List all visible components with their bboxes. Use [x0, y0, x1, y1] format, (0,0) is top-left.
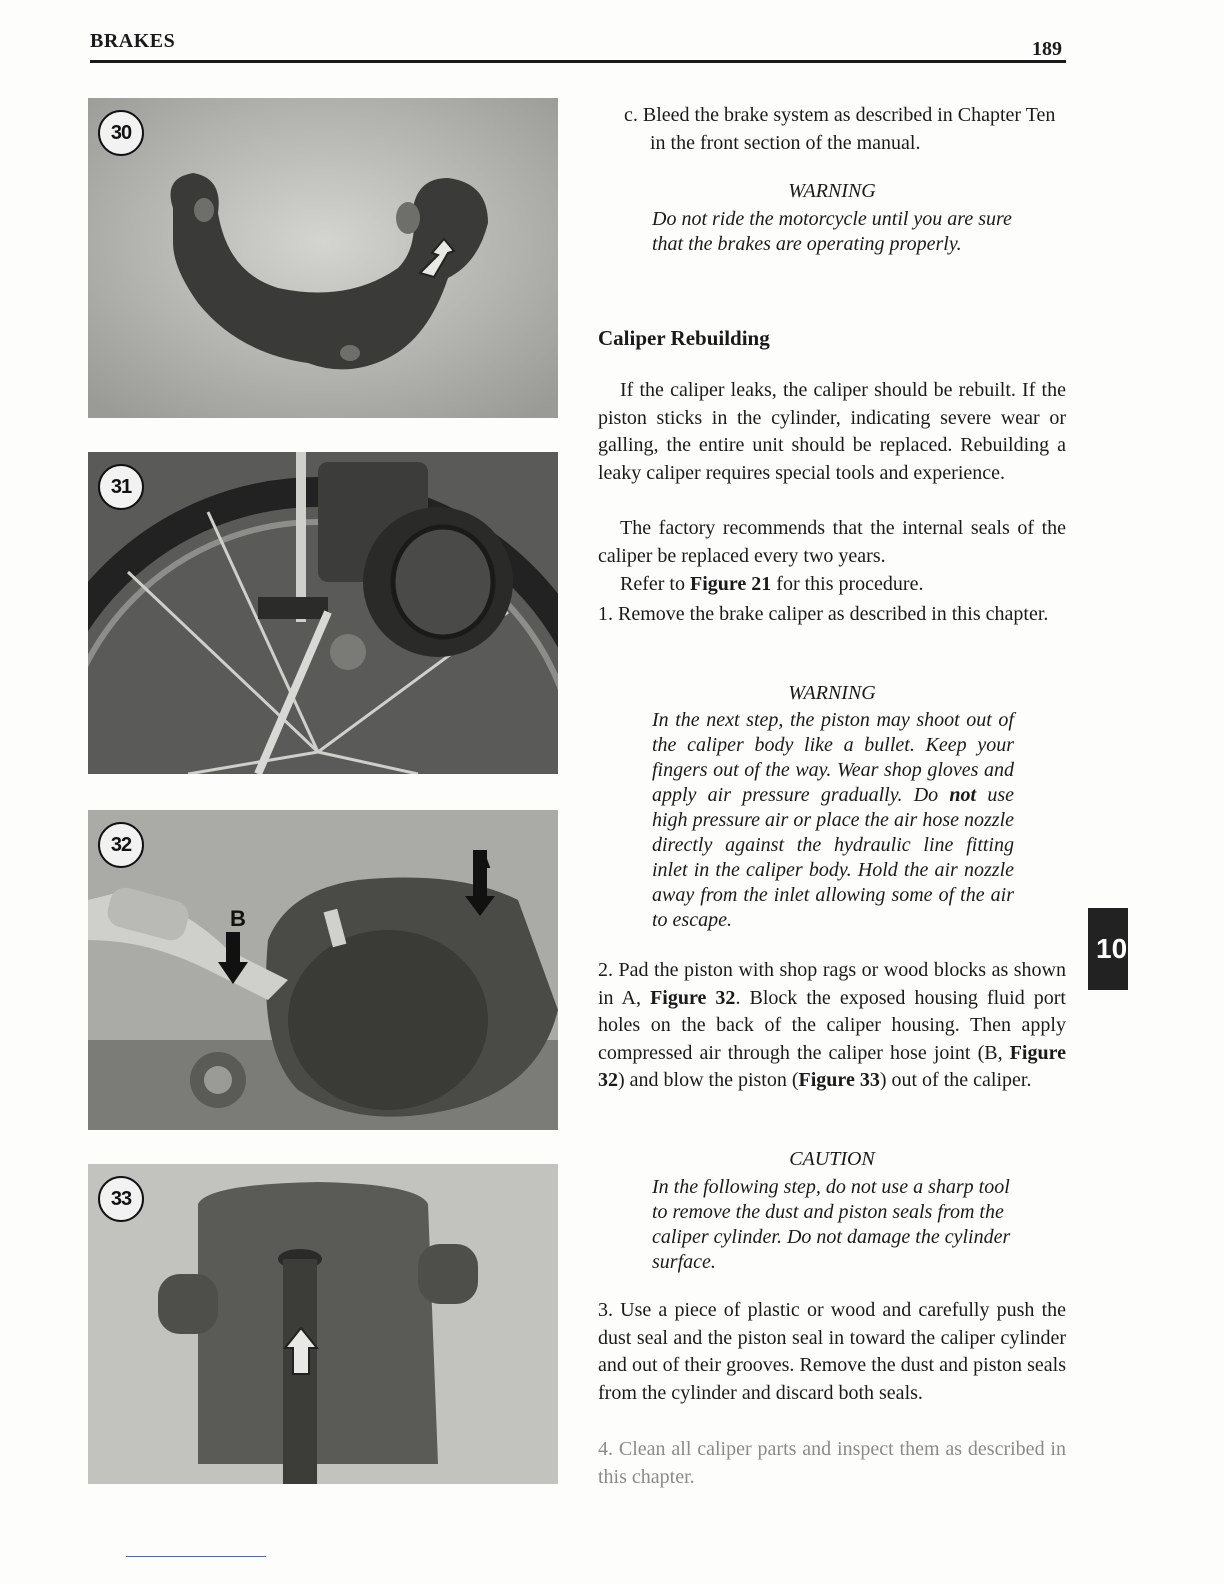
warning-title-1: WARNING	[788, 180, 876, 202]
step-2-text	[598, 957, 1066, 1095]
header-rule	[90, 60, 1066, 63]
figure-ref: Figure 32	[598, 1041, 1066, 1091]
warning-2-part-b: use high pressure air or place the air hose nozzle directly against the hydraulic line fitting inlet in the caliper body. Hold the air nozzle away from the inlet allowing some of the air to escape.	[652, 784, 1014, 931]
callout-label-b: B	[230, 906, 246, 931]
warning-title-2: WARNING	[788, 682, 876, 704]
chapter-tab	[1088, 908, 1128, 990]
section-heading: Caliper Rebuilding	[598, 326, 770, 350]
warning-body-1: Do not ride the motorcycle until you are sure that the brakes are operating properly.	[652, 208, 1012, 255]
step-1-text: 1. Remove the brake caliper as described in this chapter.	[598, 603, 1049, 625]
caliper-on-wheel-photo-icon	[88, 452, 558, 774]
figure-number-badge: 33	[98, 1176, 144, 1222]
caution-title: CAUTION	[789, 1148, 875, 1170]
footer-rule	[126, 1556, 266, 1557]
page-number: 189	[1032, 38, 1062, 60]
step-4-text: 4. Clean all caliper parts and inspect them as described in this chapter.	[598, 1438, 1066, 1488]
step-2-part-d: ) out of the caliper.	[879, 1069, 1032, 1091]
figure-ref: Figure 32	[650, 986, 736, 1009]
figure-number-badge: 30	[98, 110, 144, 156]
paragraph-3	[598, 571, 1066, 599]
figure-number-badge: 32	[98, 822, 144, 868]
section-title: BRAKES	[90, 30, 176, 52]
figure-number-badge: 31	[98, 464, 144, 510]
step-c-text: c. Bleed the brake system as described in Chapter Ten in the front section of the manual.	[624, 104, 1056, 154]
paragraph-1: If the caliper leaks, the caliper should be rebuilt. If the piston sticks in the cylinder, indicating severe wear or galling, the entire unit should be replaced. Rebuilding a leaky caliper requires special tools and experience.	[598, 379, 1066, 484]
step-2-part-a: 2. Pad the piston with shop rags or wood blocks as shown in A,	[598, 959, 1066, 1009]
chapter-tab-label: 10	[1096, 933, 1128, 964]
warning-2-part-a: In the next step, the piston may shoot out of the caliper body like a bullet. Keep your fingers out of the way. Wear shop gloves and apply air pressure gradually. Do	[652, 709, 1014, 806]
step-2-part-b: . Block the exposed housing fluid port holes on the back of the caliper housing. Then apply compressed air through the caliper hose joint (B,	[598, 986, 1066, 1064]
figure-33	[88, 1164, 558, 1484]
figure-ref: Figure 21	[689, 573, 772, 595]
paragraph-2: The factory recommends that the internal seals of the caliper be replaced every two years.	[598, 517, 1066, 567]
figure-32	[88, 810, 558, 1130]
figure-31	[88, 452, 558, 774]
caliper-piston-photo-icon	[88, 1164, 558, 1484]
warning-body-2	[652, 708, 1014, 933]
paragraph-3-post: for this procedure.	[771, 573, 924, 595]
caliper-bracket-photo-icon	[88, 98, 558, 418]
step-3-text: 3. Use a piece of plastic or wood and carefully push the dust seal and the piston seal in toward the caliper cylinder and out of their grooves. Remove the dust and piston seals from the cylinder and discard both seals.	[598, 1299, 1066, 1404]
paragraph-3-pre: Refer to	[620, 573, 690, 595]
warning-2-emphasis: not	[949, 784, 977, 806]
callout-label-a: A	[475, 848, 491, 873]
figure-30	[88, 98, 558, 418]
caution-body: In the following step, do not use a sharp tool to remove the dust and piston seals from the caliper cylinder. Do not damage the cylinder surface.	[652, 1176, 1011, 1273]
figure-ref: Figure 33	[798, 1069, 880, 1091]
step-2-part-c: ) and blow the piston (	[618, 1069, 799, 1091]
